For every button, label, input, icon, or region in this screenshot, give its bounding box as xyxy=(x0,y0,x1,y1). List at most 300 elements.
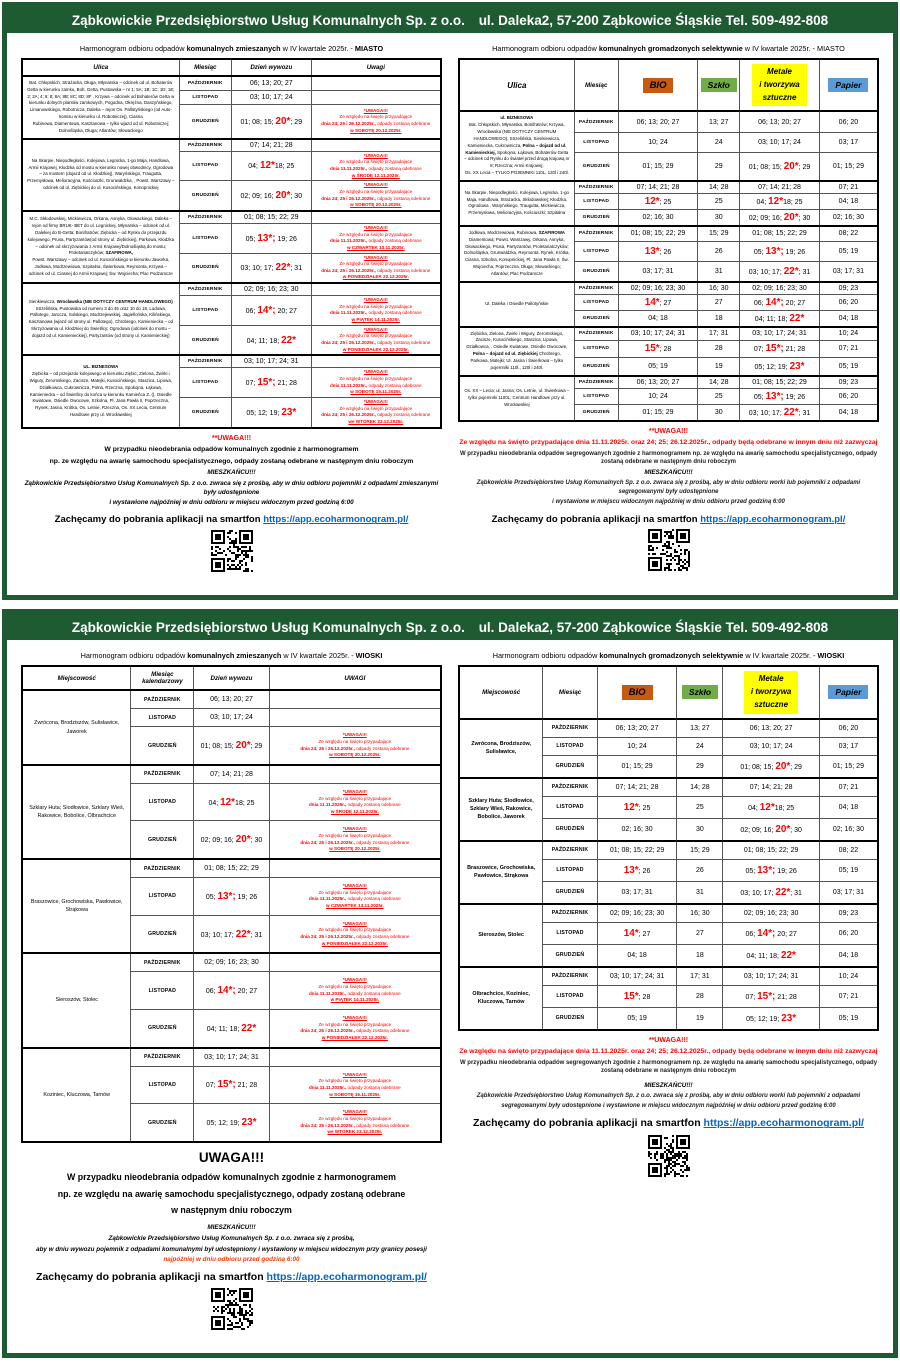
area-cell: Zwrócona, Brodziszów, Sulisławice, Jaworek xyxy=(22,690,131,765)
remarks-cell xyxy=(311,223,441,253)
glass-days-cell: 14; 28 xyxy=(698,181,740,194)
pickup-days-cell: 02; 09; 16; 23; 30 xyxy=(232,283,312,296)
pickup-days-cell: 02; 09; 16; 20*; 30 xyxy=(232,181,312,211)
schedule-row xyxy=(459,181,878,194)
ecoharmonogram-link[interactable]: https://app.ecoharmonogram.pl/ xyxy=(700,513,846,525)
remarks-cell xyxy=(269,709,441,727)
paper-days-cell: 08; 22 xyxy=(819,841,878,860)
holiday-notice: *UWAGA!!! Ze względu na święto przypadające dnia 11.11.2025r., odpady zostaną odebrane w ŚRODĘ 12.11.2025r. xyxy=(329,152,422,178)
company-address: ul. Daleka2, 57-200 Ząbkowice Śląskie Tel. 509-492-808 xyxy=(478,620,829,636)
metals-plastics-days-cell: 06; 14*; 20; 27 xyxy=(740,294,820,310)
schedule-row xyxy=(459,111,878,132)
paper-label: Papier xyxy=(828,78,868,92)
schedule-row xyxy=(459,327,878,341)
holiday-notice: *UWAGA!!! Ze względu na święto przypadające dnia 11.11.2025r., odpady zostaną odebrane w PIĄTEK 14.11.2025r. xyxy=(329,297,422,323)
remarks-cell xyxy=(311,104,441,139)
bio-days-cell: 02; 16; 30 xyxy=(597,818,677,841)
bio-days-cell: 03; 10; 17; 24; 31 xyxy=(618,327,698,341)
highlighted-date: 14* xyxy=(623,927,639,939)
glass-days-cell: 18 xyxy=(698,310,740,327)
month-cell: LISTOPAD xyxy=(131,972,194,1010)
footer-line: MIESZKAŃCU!!! xyxy=(644,1081,693,1089)
pickup-days-cell: 05; 13*; 19; 26 xyxy=(194,878,269,916)
company-banner xyxy=(7,7,893,33)
col-header-glass xyxy=(698,59,740,111)
month-cell: PAŹDZIERNIK xyxy=(131,765,194,784)
paper-days-cell: 08; 22 xyxy=(819,226,878,241)
metals-plastics-days-cell: 05; 13*; 19; 26 xyxy=(723,859,819,881)
remarks-cell xyxy=(311,355,441,368)
pickup-days-cell: 02; 09; 16; 23; 30 xyxy=(194,953,269,972)
bio-days-cell: 03; 10; 17; 24; 31 xyxy=(597,967,677,986)
paper-days-cell: 07; 21 xyxy=(819,181,878,194)
paper-days-cell: 09; 23 xyxy=(819,904,878,923)
month-cell: LISTOPAD xyxy=(179,90,231,104)
month-cell: GRUDZIEŃ xyxy=(574,261,618,281)
remarks-cell xyxy=(269,915,441,953)
bio-label: BIO xyxy=(622,685,653,700)
metals-plastics-days-cell: 07; 14; 21; 28 xyxy=(740,181,820,194)
remarks-cell xyxy=(269,1066,441,1104)
highlighted-date: 14* xyxy=(644,296,660,308)
page-wioski xyxy=(2,609,898,1358)
footer-line: aby w dniu wywozu pojemnik z odpadami komunalnymi był udostępniony i wystawiony w miejscu widocznym przy granicy posesji xyxy=(36,1245,427,1253)
col-header-street: Ulica xyxy=(22,59,179,76)
footer-line: W przypadku nieodebrania odpadów komunalnych zgodnie z harmonogramem xyxy=(67,1172,396,1183)
pickup-days-cell: 06; 14*; 20; 27 xyxy=(232,296,312,326)
pickup-days-cell: 01; 08; 15; 20*; 29 xyxy=(194,727,269,765)
metals-plastics-days-cell: 03; 10; 17; 22*; 31 xyxy=(723,881,819,904)
glass-days-cell: 19 xyxy=(677,1007,723,1030)
bio-days-cell: 04; 18 xyxy=(618,310,698,327)
month-cell: LISTOPAD xyxy=(574,340,618,357)
metals-plastics-days-cell: 02; 09; 16; 23; 30 xyxy=(740,282,820,295)
month-cell: PAŹDZIERNIK xyxy=(543,778,597,797)
highlighted-date: 13* xyxy=(623,864,639,876)
col-header-paper xyxy=(819,59,878,111)
highlighted-date: 22* xyxy=(275,262,291,274)
remarks-cell xyxy=(269,821,441,859)
highlighted-date: 22* xyxy=(235,928,251,940)
highlighted-date: 12* xyxy=(768,195,784,207)
glass-days-cell: 27 xyxy=(677,922,723,944)
month-cell: GRUDZIEŃ xyxy=(543,881,597,904)
glass-days-cell: 28 xyxy=(677,985,723,1007)
ecoharmonogram-link[interactable]: https://app.ecoharmonogram.pl/ xyxy=(266,1271,427,1284)
selective-schedule-table xyxy=(458,58,879,422)
glass-days-cell: 29 xyxy=(698,153,740,181)
col-header-month: Miesiąc kalendarzowy xyxy=(131,666,194,690)
highlighted-date: 20* xyxy=(783,211,799,223)
holiday-notice: *UWAGA!!! Ze względu na święto przypadające dnia 24; 25 i 26.12.2025r., odpady zostaną odebrane w SOBOTĘ 20.12.2025r. xyxy=(321,107,431,133)
highlighted-date: 14*; xyxy=(217,985,236,997)
glass-days-cell: 31 xyxy=(698,261,740,281)
glass-days-cell: 25 xyxy=(698,388,740,404)
remarks-cell xyxy=(311,181,441,211)
footer-line: np. ze względu na awarię samochodu specjalistycznego, odpady zostaną odebrane xyxy=(57,1188,406,1199)
bio-days-cell: 06; 13; 20; 27 xyxy=(597,719,677,738)
paper-days-cell: 04; 18 xyxy=(819,944,878,967)
schedule-row xyxy=(459,719,878,738)
glass-days-cell: 30 xyxy=(698,404,740,421)
holiday-notice: *UWAGA!!! Ze względu na święto przypadające dnia 11.11.2025r., odpady zostaną odebrane w CZWARTEK 13.11.2025r. xyxy=(308,883,401,909)
month-cell: LISTOPAD xyxy=(574,193,618,209)
bio-label: BIO xyxy=(643,78,674,93)
bio-days-cell: 01; 08; 15; 22; 29 xyxy=(618,226,698,241)
schedule-row xyxy=(22,211,441,224)
holiday-notice: *UWAGA!!! Ze względu na święto przypadające dnia 24; 25 i 26.12.2025r., odpady zostaną odebrane w PONIEDZIAŁEK 22.12.2025r. xyxy=(321,326,431,352)
month-cell: GRUDZIEŃ xyxy=(543,755,597,778)
month-cell: LISTOPAD xyxy=(543,737,597,755)
bio-days-cell: 10; 24 xyxy=(597,737,677,755)
col-header-bio xyxy=(597,666,677,718)
company-address: ul. Daleka2, 57-200 Ząbkowice Śląskie Tel. 509-492-808 xyxy=(478,13,829,28)
remarks-cell xyxy=(269,1048,441,1067)
footer-line: W przypadku nieodebrania odpadów segregowanych zgodnie z harmonogramem np. ze względu na awarię samochodu specjalistycznego, odpady zostaną odebrane w następnym dniu roboczym xyxy=(459,450,878,466)
holiday-notice: *UWAGA!!! Ze względu na święto przypadające dnia 11.11.2025r., odpady zostaną odebrane w ŚRODĘ 12.11.2025r. xyxy=(308,788,401,814)
month-cell: LISTOPAD xyxy=(543,922,597,944)
qr-code xyxy=(211,1317,253,1334)
month-cell: GRUDZIEŃ xyxy=(574,153,618,181)
highlighted-date: 14*; xyxy=(765,296,784,308)
month-cell: GRUDZIEŃ xyxy=(179,181,231,211)
pickup-days-cell: 01; 08; 15; 22; 29 xyxy=(194,859,269,878)
pickup-days-cell: 07; 14; 21; 28 xyxy=(232,139,312,152)
pickup-days-cell: 04; 12*18; 25 xyxy=(194,783,269,821)
col-header-month: Miesiąc xyxy=(543,666,597,718)
month-cell: GRUDZIEŃ xyxy=(179,104,231,139)
month-cell: LISTOPAD xyxy=(543,985,597,1007)
footer-line: W przypadku nieodebrania odpadów segregowanych zgodnie z harmonogramem np. ze względu na awarię samochodu specjalistycznego, odpady zostaną odebrane w następnym dniu roboczym xyxy=(459,1059,878,1075)
bio-days-cell: 15*; 28 xyxy=(597,985,677,1007)
highlighted-date: 20* xyxy=(775,760,791,772)
table-title: Harmonogram odbioru odpadów komunalnych zmieszanych w IV kwartale 2025r. - WIOSKI xyxy=(80,651,383,661)
pickup-days-cell: 06; 13; 20; 27 xyxy=(232,76,312,90)
highlighted-date: 14*; xyxy=(257,304,276,316)
remarks-cell xyxy=(311,283,441,296)
highlighted-date: 12* xyxy=(623,801,639,813)
highlighted-date: 22* xyxy=(241,1022,257,1034)
schedule-row xyxy=(22,690,441,709)
bio-days-cell: 13*; 26 xyxy=(597,859,677,881)
mixed-schedule-table xyxy=(21,665,442,1143)
month-cell: LISTOPAD xyxy=(131,783,194,821)
glass-days-cell: 17; 31 xyxy=(698,327,740,341)
metals-plastics-days-cell: 03; 10; 17; 22*; 31 xyxy=(740,404,820,421)
company-banner xyxy=(7,614,893,640)
area-cell: Ul. Daleka i Osiedle Pallotyńskie xyxy=(459,282,574,327)
glass-days-cell: 14; 28 xyxy=(698,376,740,389)
glass-days-cell: 16; 30 xyxy=(677,904,723,923)
area-cell: Szklary Huta; Siodłowice, Szklary Wieś, Rakowice, Bobolice, Olbrachcice xyxy=(22,765,131,859)
paper-days-cell: 05; 19 xyxy=(819,358,878,376)
metals-plastics-days-cell: 07; 14; 21; 28 xyxy=(723,778,819,797)
col-header-month: Miesiąc xyxy=(179,59,231,76)
paper-days-cell: 02; 16; 30 xyxy=(819,209,878,226)
footer-line: np. ze względu na awarię samochodu specjalistycznego, odpady zostaną odebrane w następnym dniu roboczym xyxy=(49,457,414,465)
month-cell: PAŹDZIERNIK xyxy=(543,967,597,986)
month-cell: PAŹDZIERNIK xyxy=(179,139,231,152)
paper-days-cell: 04; 18 xyxy=(819,796,878,818)
metals-plastics-days-cell: 06; 13; 20; 27 xyxy=(723,719,819,738)
remarks-cell xyxy=(269,859,441,878)
bio-days-cell: 04; 18 xyxy=(597,944,677,967)
paper-days-cell: 07; 21 xyxy=(819,778,878,797)
holiday-notice: *UWAGA!!! Ze względu na święto przypadające dnia 24; 25 i 26.12.2025r., odpady zostaną odebrane w SOBOTĘ 20.12.2025r. xyxy=(300,732,410,758)
metals-plastics-days-cell: 07; 15*; 21; 28 xyxy=(723,985,819,1007)
glass-days-cell: 25 xyxy=(698,193,740,209)
pickup-days-cell: 03; 10; 17; 24; 31 xyxy=(232,355,312,368)
paper-days-cell: 03; 17; 31 xyxy=(819,261,878,281)
table-title: Harmonogram odbioru odpadów komunalnych gromadzonych selektywnie w IV kwartale 2025r. - WIOSKI xyxy=(492,651,845,661)
area-cell: Os. XX – Lecia; ul. Jasna; Os. Letnie, ul. Świerkowa – tylko pojemniki 1100L; Centrum Handlowe przy ul. Wrocławskiej xyxy=(459,376,574,421)
area-cell: Na Skarpie, Niepodległości, Kolejowa, Legnicka, 1-go Maja, Handlowa, Armii Krajowej, Kłodzka od mostu w kierunku nowej obwodnicy, Ogrodowa – za mostem (dojazd od ul. Kłodzkiej), Waryńskiego, Traugutta, Przemysłowa, Melioracyjna, Kościuszki, Grunwaldzka, , Powst. Warszawy – odcinek od ul. Ziębickiej do ul. Kusocińskiego, Konopnickiej xyxy=(22,139,179,211)
glass-days-cell: 30 xyxy=(698,209,740,226)
highlighted-date: 12* xyxy=(259,160,275,172)
area-cell: Bat. Chłopskich, Strażacka, Długa, Młynarska – odcinek od ul. Bohaterów Getta w kierunku zamku, Boh. Getta, Pustowska – nr 1; 5A; 1B; 1C; 1D; 1E; 2; 2A; 4; 6; 8; 8A; 8B; 8C; 8D; 8F , Krzywa – odcinek od Bohaterów Getta w kierunku dolnych plantów zamkowych, Pogodna, Okrężna, Daszyńskiego, Limanowskiego, Robotnicza, Daleka – rejon Os. Pallotyńskiego (od Auto-komisu w kierunku ul. Robotniczej), Ciasna Rubinowa, Diamentowa, Kasztanowa – tylko wjazd od ul. Robotniczej; Dolnośląska, Długa; Atlantów; Słowackiego xyxy=(22,76,179,139)
holiday-notice: *UWAGA!!! Ze względu na święto przypadające dnia 24; 25 i 26.12.2025r., odpady zostaną odebrane we WTOREK 23.12.2025r. xyxy=(321,399,431,424)
pickup-days-cell: 06; 14*; 20; 27 xyxy=(194,972,269,1010)
month-cell: GRUDZIEŃ xyxy=(131,821,194,859)
highlighted-date: 20* xyxy=(235,740,251,752)
bio-days-cell: 03; 17; 31 xyxy=(618,261,698,281)
table-title: Harmonogram odbioru odpadów komunalnych zmieszanych w IV kwartale 2025r. - MIASTO xyxy=(79,44,384,53)
qr-code-image xyxy=(648,529,690,571)
month-cell: PAŹDZIERNIK xyxy=(543,719,597,738)
month-cell: LISTOPAD xyxy=(574,241,618,261)
bio-days-cell: 06; 13; 20; 27 xyxy=(618,111,698,132)
glass-days-cell: 30 xyxy=(677,818,723,841)
footer-line: MIESZKAŃCU!!! xyxy=(644,469,693,477)
month-cell: GRUDZIEŃ xyxy=(543,944,597,967)
glass-days-cell: 24 xyxy=(698,133,740,153)
bio-days-cell: 07; 14; 21; 28 xyxy=(597,778,677,797)
metals-plastics-days-cell: 05; 13*; 19; 26 xyxy=(740,241,820,261)
schedule-row xyxy=(22,859,441,878)
metals-plastics-days-cell: 03; 10; 17; 24; 31 xyxy=(740,327,820,341)
glass-label: Szkło xyxy=(682,685,718,699)
remarks-cell xyxy=(269,783,441,821)
month-cell: GRUDZIEŃ xyxy=(574,404,618,421)
remarks-cell xyxy=(311,296,441,326)
remarks-cell xyxy=(311,139,441,152)
footer-line: segregowanymi były udostępnione i wystawione w miejscu widocznym najpóźniej w dniu odbioru przed godziną 6:00 xyxy=(501,1102,836,1109)
pickup-days-cell: 01; 08; 15; 20*; 29 xyxy=(232,104,312,139)
paper-days-cell: 04; 18 xyxy=(819,404,878,421)
area-cell: Sieroszów, Stolec xyxy=(22,953,131,1047)
holiday-notice: *UWAGA!!! Ze względu na święto przypadające dnia 11.11.2025r., odpady zostaną odebrane w PIĄTEK 14.11.2025r. xyxy=(308,977,401,1003)
month-cell: PAŹDZIERNIK xyxy=(574,181,618,194)
paper-days-cell: 01; 15; 29 xyxy=(819,755,878,778)
qr-code xyxy=(211,559,253,576)
area-cell: Braszowice, Grochowiska, Pawłowice, Strąkowa xyxy=(459,841,543,904)
month-cell: LISTOPAD xyxy=(543,859,597,881)
bio-days-cell: 01; 15; 29 xyxy=(618,404,698,421)
pickup-days-cell: 05; 13*; 19; 26 xyxy=(232,223,312,253)
area-cell: Sieroszów, Stolec xyxy=(459,904,543,967)
selective-waste-schedule-wioski xyxy=(458,644,879,1345)
month-cell: PAŹDZIERNIK xyxy=(179,283,231,296)
paper-days-cell: 05; 19 xyxy=(819,1007,878,1030)
month-cell: GRUDZIEŃ xyxy=(131,1009,194,1047)
month-cell: LISTOPAD xyxy=(131,1066,194,1104)
metals-plastics-label: Metale i tworzywa sztuczne xyxy=(752,64,806,106)
col-header-locality: Miejscowość xyxy=(22,666,131,690)
highlighted-date: 15*; xyxy=(757,990,776,1002)
metals-plastics-days-cell: 01; 08; 15; 22; 29 xyxy=(723,841,819,860)
company-name: Ząbkowickie Przedsiębiorstwo Usług Komunalnych Sp. z o.o. xyxy=(71,13,465,28)
qr-code xyxy=(648,558,690,575)
month-cell: GRUDZIEŃ xyxy=(543,818,597,841)
metals-plastics-days-cell: 05; 12; 19; 23* xyxy=(740,358,820,376)
bio-days-cell: 10; 24 xyxy=(618,388,698,404)
month-cell: PAŹDZIERNIK xyxy=(574,327,618,341)
metals-plastics-days-cell: 01; 08; 15; 20*; 29 xyxy=(740,153,820,181)
month-cell: PAŹDZIERNIK xyxy=(543,841,597,860)
remarks-cell xyxy=(269,727,441,765)
month-cell: GRUDZIEŃ xyxy=(179,398,231,428)
pickup-days-cell: 03; 10; 17; 24 xyxy=(194,709,269,727)
ecoharmonogram-link[interactable]: https://app.ecoharmonogram.pl/ xyxy=(703,1117,864,1130)
remarks-cell xyxy=(311,253,441,283)
glass-days-cell: 19 xyxy=(698,358,740,376)
remarks-cell xyxy=(311,325,441,355)
paper-days-cell: 03; 17; 31 xyxy=(819,881,878,904)
footer-line: **UWAGA!!! xyxy=(648,427,689,435)
month-cell: GRUDZIEŃ xyxy=(179,253,231,283)
metals-plastics-days-cell: 04; 11; 18; 22* xyxy=(723,944,819,967)
highlighted-date: 22* xyxy=(281,334,297,346)
holiday-notice: *UWAGA!!! Ze względu na święto przypadające dnia 24; 25 i 26.12.2025r., odpady zostaną odebrane w SOBOTĘ 20.12.2025r. xyxy=(321,182,431,208)
bio-days-cell: 05; 19 xyxy=(597,1007,677,1030)
highlighted-date: 13*; xyxy=(217,890,236,902)
area-cell: UL. BIZNESOWA Ziębicka – od przejazdu kolejowego w kierunku Ziębic, Zielona, Żwirki i Wigury, Żeromskiego, Zacisze, Matejki, Kusocińskiego, Staszica, Lipowa, Działkowca, Cukrownicza, Polna, Rzeczna, Spokojna, Łąkowa, Kamieniecka – od Świetlicy do końca w kierunku Kamieńca Z. (), Osiedle Kwiatowe, Osiedle Owocowe, Szkolna, Pl. Jana Pawła II, Poprzeczna, Rynek, Jasna, Krótka, Os. Letnie, Rzeczna, Os. XX Lecia, Centrum Handlowe przy ul. Wrocławskiej xyxy=(22,355,179,427)
highlighted-date: 22* xyxy=(783,406,799,418)
paper-days-cell: 10; 24 xyxy=(819,967,878,986)
footer-line: Ząbkowickie Przedsiębiorstwo Usług Komunalnych Sp. z o.o. zwraca się z prośbą, aby w dniu odbioru worki lub pojemniki z odpadami xyxy=(476,1092,861,1099)
pickup-days-cell: 07; 14; 21; 28 xyxy=(194,765,269,784)
holiday-notice: *UWAGA!!! Ze względu na święto przypadające dnia 24; 25 i 26.12.2025r., odpady zostaną odebrane we WTOREK 23.12.2025r. xyxy=(300,1109,410,1135)
schedule-row xyxy=(22,953,441,972)
paper-days-cell: 01; 15; 29 xyxy=(819,153,878,181)
metals-plastics-days-cell: 05; 13*; 19; 26 xyxy=(740,388,820,404)
highlighted-date: 22* xyxy=(783,265,799,277)
highlighted-date: 15* xyxy=(644,343,660,355)
pickup-days-cell: 02; 09; 16; 20*; 30 xyxy=(194,821,269,859)
schedule-row xyxy=(459,376,878,389)
bio-days-cell: 02; 16; 30 xyxy=(618,209,698,226)
paper-days-cell: 04; 18 xyxy=(819,310,878,327)
metals-plastics-days-cell: 02; 09; 16; 20*; 30 xyxy=(740,209,820,226)
metals-plastics-days-cell: 03; 10; 17; 22*; 31 xyxy=(740,261,820,281)
glass-days-cell: 26 xyxy=(677,859,723,881)
month-cell: PAŹDZIERNIK xyxy=(574,282,618,295)
month-cell: LISTOPAD xyxy=(131,878,194,916)
metals-plastics-days-cell: 01; 08; 15; 22; 29 xyxy=(740,376,820,389)
remarks-cell xyxy=(311,90,441,104)
pickup-days-cell: 05; 12; 19; 23* xyxy=(194,1104,269,1142)
holiday-notice: *UWAGA!!! Ze względu na święto przypadające dnia 24; 25 i 26.12.2025r., odpady zostaną odebrane w PONIEDZIAŁEK 22.12.2025r. xyxy=(300,920,410,946)
metals-plastics-days-cell: 03; 10; 17; 24 xyxy=(723,737,819,755)
month-cell: PAŹDZIERNIK xyxy=(131,953,194,972)
metals-plastics-days-cell: 04; 12*18; 25 xyxy=(740,193,820,209)
remarks-cell xyxy=(311,368,441,398)
glass-days-cell: 16; 30 xyxy=(698,282,740,295)
paper-days-cell: 06; 20 xyxy=(819,922,878,944)
qr-code-image xyxy=(211,1288,253,1330)
area-cell: Zwrócona, Brodziszów, Sulisławice, xyxy=(459,719,543,778)
footer-line: w następnym dniu roboczym xyxy=(171,1205,292,1216)
page-miasto xyxy=(2,2,898,600)
footer-line: MIESZKAŃCU!!! xyxy=(207,1224,256,1232)
schedule-row xyxy=(459,904,878,923)
month-cell: LISTOPAD xyxy=(574,388,618,404)
paper-days-cell: 10; 24 xyxy=(819,327,878,341)
schedule-row xyxy=(459,778,878,797)
month-cell: GRUDZIEŃ xyxy=(574,358,618,376)
paper-days-cell: 07; 21 xyxy=(819,340,878,357)
area-cell: Braszowice, Grochowiska, Pawłowice, Strąkowa xyxy=(22,859,131,953)
area-cell: Ziębicka, Zielona, Żwirki i Wigury, Żeromskiego, Zacisze, Kusocińskiego, Staszica, Lipowa, Działkowca, , Osiedle Kwiatowe, Osiedle Owocowe, Polna – dojazd od ul. Ziębickiej Chrobrego, Parkowa, Matejki; Ul. Jasna i Świerkowa – tylko pojemniki 110l., 120l i 240l. xyxy=(459,327,574,376)
month-cell: GRUDZIEŃ xyxy=(131,915,194,953)
highlighted-date: 20* xyxy=(783,161,799,173)
month-cell: PAŹDZIERNIK xyxy=(131,859,194,878)
pickup-days-cell: 06; 13; 20; 27 xyxy=(194,690,269,709)
ecoharmonogram-link[interactable]: https://app.ecoharmonogram.pl/ xyxy=(263,514,409,526)
metals-plastics-days-cell: 03; 10; 17; 24 xyxy=(740,133,820,153)
holiday-notice: *UWAGA!!! Ze względu na święto przypadające dnia 24; 25 i 26.12.2025r., odpady zostaną odebrane w PONIEDZIAŁEK 22.12.2025r. xyxy=(321,254,431,280)
glass-days-cell: 17; 31 xyxy=(677,967,723,986)
month-cell: PAŹDZIERNIK xyxy=(131,690,194,709)
highlighted-date: 23* xyxy=(781,1012,797,1024)
metals-plastics-days-cell: 04; 11; 18; 22* xyxy=(740,310,820,327)
month-cell: GRUDZIEŃ xyxy=(131,727,194,765)
month-cell: PAŹDZIERNIK xyxy=(574,376,618,389)
footer-line: **UWAGA!!! xyxy=(648,1036,689,1044)
month-cell: LISTOPAD xyxy=(179,296,231,326)
remarks-cell xyxy=(311,76,441,90)
metals-plastics-days-cell: 02; 09; 16; 23; 30 xyxy=(723,904,819,923)
bio-days-cell: 01; 15; 29 xyxy=(597,755,677,778)
area-cell: ul. BIZNESOWA Bat. Chłopskich, Młynarska, Bonifratrów; Krzywa, Wrocławska (NIE DOTYCZY CENTRUM HANDLOWEGO), Strzelińska, Sienkiewicza, Kamieniecka, Cukrownicza, Polna – dojazd od ul. Kamienieckiej, Spokojna, Łąkowa, Bohaterów Getta – odcinek od Rynku do świateł przed drogą krajową nr 8; Rzeczna; Armii Krajowej; Os. XX Lecia – TYLKO POJEMNIKI 110L, 120l i 240l. xyxy=(459,111,574,180)
schedule-footer xyxy=(458,427,879,527)
app-download-line: Zachęcamy do pobrania aplikacji na smartfon https://app.ecoharmonogram.pl/ xyxy=(491,513,846,525)
area-cell: Na Skarpie, Niepodległości, Kolejowa, Legnicka, 1-go Maja, Handlowa, Strażacka, Skłodowskiej; Kłodzka, Ogrodowa , Waryńskiego, Traugutta, Mickiewicza, Przemysłowa, Melioracyjna, Kościuszki; Szpitalna xyxy=(459,181,574,226)
area-cell: Jodłowa, Modrzewiowa, Rubinowa, SZAFIROWA Diamentowa; Powst. Warszawy, Orkana, Asnyka, Głowackiego, Prusa, Partyzantów, Proletariatczyków; Dolnośląska, Grunwaldzka, Reymonta. Rynek, Krótka, Ciasna, Szkolna, Konopnickiej, Pl. Jana Pawła II, Św. Wojciecha, Poprzeczna, Długa; Słowackiego; Atlantów; Plac Podzamcze xyxy=(459,226,574,282)
glass-days-cell: 13; 27 xyxy=(677,719,723,738)
highlighted-date: 14*; xyxy=(757,927,776,939)
month-cell: GRUDZIEŃ xyxy=(574,209,618,226)
remarks-cell xyxy=(269,1009,441,1047)
glass-label: Szkło xyxy=(701,78,737,92)
footer-line: Ze względu na święto przypadające dnia 11.11.2025r. oraz 24; 25; 26.12.2025r., odpady będą odebrane w innym dniu niż zazwyczaj xyxy=(459,1048,878,1056)
col-header-street: Ulica xyxy=(459,59,574,111)
paper-days-cell: 07; 21 xyxy=(819,985,878,1007)
schedule-row xyxy=(22,765,441,784)
col-header-remarks: Uwagi xyxy=(311,59,441,76)
pickup-days-cell: 01; 08; 15; 22; 29 xyxy=(232,211,312,224)
pickup-days-cell: 04; 11; 18; 22* xyxy=(194,1009,269,1047)
area-cell: M.C. Skłodowskiej, Mickiewicza, Orkana, Asnyka, Głowackiego, Daleka – rejon od firmy BRUK- BET do ul. Legnickiej, Młynarska – odcinek od ul. Dalekiej do B-Getta; Bonifratrów; Ziębicka – od Rynku do przejazdu kolejowego, Prusa, Partyzantów(od strony ul. Ziębickiej), Parkowa, Kłodzka – odcinek od skrzyżowania z Armii Krajowej/Dolnośląską do mostu; Proletariatczyków; SZAFIROWA, Powst. Warszawy – odcinek od ul. Kusocińskiego w kierunku Jaworka, Jodłowa, Modrzewiowa, Szpitalna, Świerkowa, Reymonta, Krzywa – odcinek od ul. Ciasnej do Armii Krajowej; Św. Wojciecha; Plac Podzamcze xyxy=(22,211,179,283)
month-cell: GRUDZIEŃ xyxy=(543,1007,597,1030)
glass-days-cell: 15; 29 xyxy=(698,226,740,241)
schedule-row xyxy=(22,355,441,368)
bio-days-cell: 01; 15; 29 xyxy=(618,153,698,181)
month-cell: GRUDZIEŃ xyxy=(574,310,618,327)
pickup-days-cell: 03; 10; 17; 24; 31 xyxy=(194,1048,269,1067)
schedule-row xyxy=(459,967,878,986)
bio-days-cell: 06; 13; 20; 27 xyxy=(618,376,698,389)
